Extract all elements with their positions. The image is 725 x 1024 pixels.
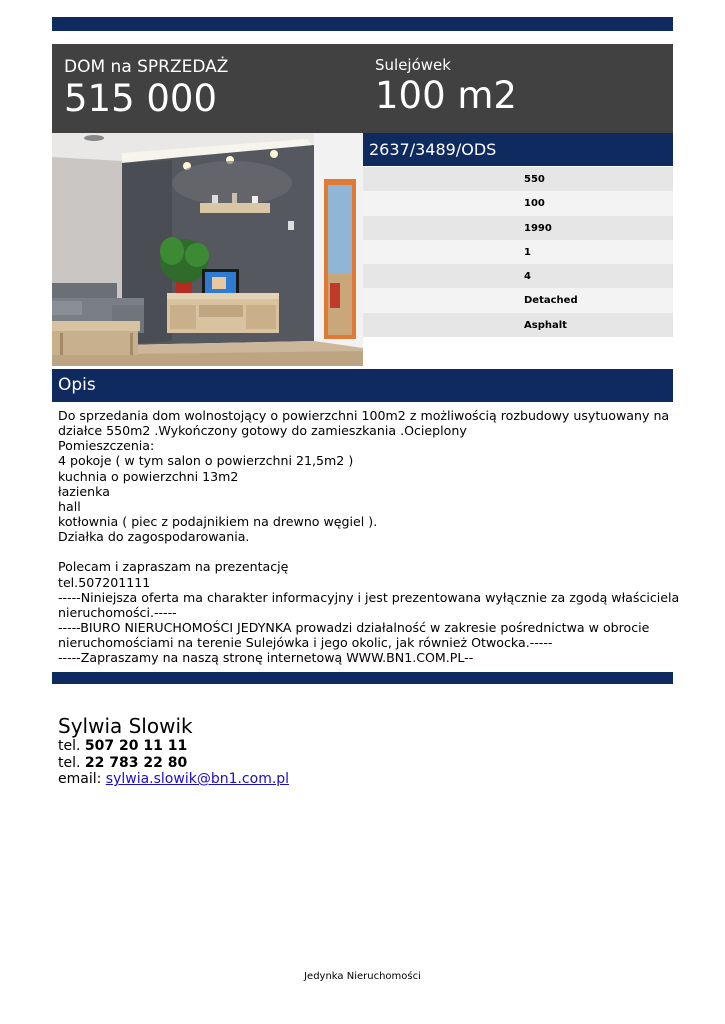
description-line: -----Niniejsza oferta ma charakter informacyjny i jest prezentowana wyłącznie za zgodą właściciela	[58, 589, 680, 605]
parameters-table	[363, 167, 673, 337]
param-row: 550	[363, 167, 673, 191]
bottom-divider-bar	[52, 672, 673, 684]
tel-label: tel.	[58, 754, 85, 771]
phone-line-1	[58, 738, 289, 755]
email-link[interactable]: sylwia.slowik@bn1.com.pl	[105, 771, 290, 787]
listing-header	[52, 44, 673, 133]
description-line: -----Zapraszamy na naszą stronę internetową WWW.BN1.COM.PL--	[58, 650, 474, 666]
description-line: Działka do zagospodarowania.	[58, 529, 250, 545]
description-text	[58, 408, 680, 666]
footer-text: Jedynka Nieruchomości	[304, 971, 421, 982]
description-line: działce 550m2 .Wykończony gotowy do zamieszkania .Ocieplony	[58, 423, 467, 439]
agent-contact	[58, 714, 289, 788]
description-line: kotłownia ( piec z podajnikiem na drewno węgiel ).	[58, 513, 378, 529]
param-row: 1990	[363, 216, 673, 240]
description-line: nieruchomości.-----	[58, 604, 177, 620]
param-row: 1	[363, 240, 673, 264]
tel-label: tel.	[58, 738, 85, 754]
price: 515 000	[64, 77, 218, 120]
phone-number-2: 22 783 22 80	[84, 754, 188, 771]
offer-type: DOM na SPRZEDAŻ	[64, 57, 229, 77]
description-heading: Opis	[52, 369, 673, 402]
description-line: 4 pokoje ( w tym salon o powierzchni 21,5m2 )	[58, 453, 354, 469]
param-row: Asphalt	[363, 313, 673, 337]
city: Sulejówek	[375, 56, 451, 74]
description-line: Pomieszczenia:	[58, 438, 155, 454]
description-line: łazienka	[58, 483, 110, 499]
reference-number: 2637/3489/ODS	[363, 133, 673, 166]
param-row: 4	[363, 264, 673, 288]
agent-name: Sylwia Slowik	[58, 714, 193, 738]
param-row: 100	[363, 191, 673, 215]
description-line: -----BIURO NIERUCHOMOŚCI JEDYNKA prowadzi działalność w zakresie pośrednictwa w obrocie	[58, 619, 650, 635]
description-line: kuchnia o powierzchni 13m2	[58, 468, 239, 484]
description-line: Polecam i zapraszam na prezentację	[58, 559, 289, 575]
area: 100 m2	[375, 74, 517, 117]
param-row: Detached	[363, 288, 673, 312]
description-line: hall	[58, 498, 81, 514]
email-line	[58, 771, 289, 788]
description-line: nieruchomościami na terenie Sulejówka i jego okolic, jak również Otwocka.-----	[58, 635, 553, 651]
description-line	[58, 544, 670, 559]
top-divider-bar	[52, 17, 673, 31]
phone-number-1: 507 20 11 11	[84, 738, 188, 754]
description-line: tel.507201111	[58, 574, 151, 590]
phone-line-2	[58, 755, 289, 772]
email-label: email:	[58, 771, 106, 787]
property-photo	[52, 133, 363, 366]
description-line: Do sprzedania dom wolnostojący o powierzchni 100m2 z możliwością rozbudowy usytuowany na	[58, 408, 670, 423]
